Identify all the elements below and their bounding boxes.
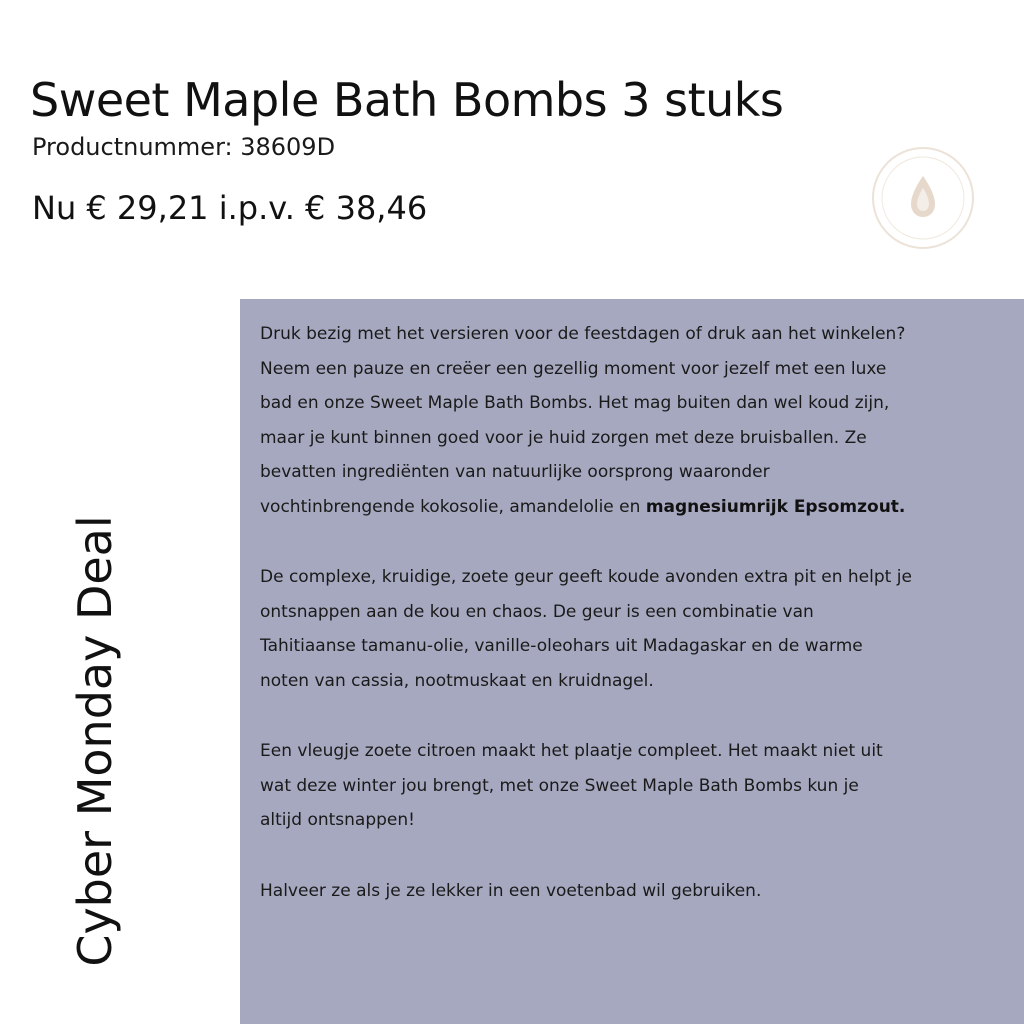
description-paragraph-3: Een vleugje zoete citroen maakt het plaatje compleet. Het maakt niet uit wat deze winter jou brengt, met onze Sweet Maple Bath Bombs kun je altijd ontsnappen! [260,741,883,830]
water-drop-icon [871,146,975,250]
description-highlight: magnesiumrijk Epsomzout. [645,496,906,517]
description-paragraph-4: Halveer ze als je ze lekker in een voetenbad wil gebruiken. [260,880,762,901]
description-panel [240,299,1024,1024]
product-number: Productnummer: 38609D [32,133,336,161]
cyber-monday-deal-label: Cyber Monday Deal [68,515,122,967]
description-paragraph-2: De complexe, kruidige, zoete geur geeft koude avonden extra pit en helpt je ontsnappen aan de kou en chaos. De geur is een combinatie van Tahitiaanse tamanu-olie, vanille-oleohars uit Madagaskar en de warme noten van cassia, nootmuskaat en kruidnagel. [260,567,912,691]
description-paragraph-1-text: Druk bezig met het versieren voor de feestdagen of druk aan het winkelen? Neem een pauze en creëer een gezellig moment voor jezelf met een luxe bad en onze Sweet Maple Bath Bombs. Het mag buiten dan wel koud zijn, maar je kunt binnen goed voor je huid zorgen met deze bruisballen. Ze bevatten ingrediënten van natuurlijke oorsprong waaronder vochtinbrengende kokosolie, amandelolie en [260,324,906,517]
description-paragraph-1 [260,317,1012,524]
product-price: Nu € 29,21 i.p.v. € 38,46 [32,189,428,227]
product-title: Sweet Maple Bath Bombs 3 stuks [30,72,784,127]
